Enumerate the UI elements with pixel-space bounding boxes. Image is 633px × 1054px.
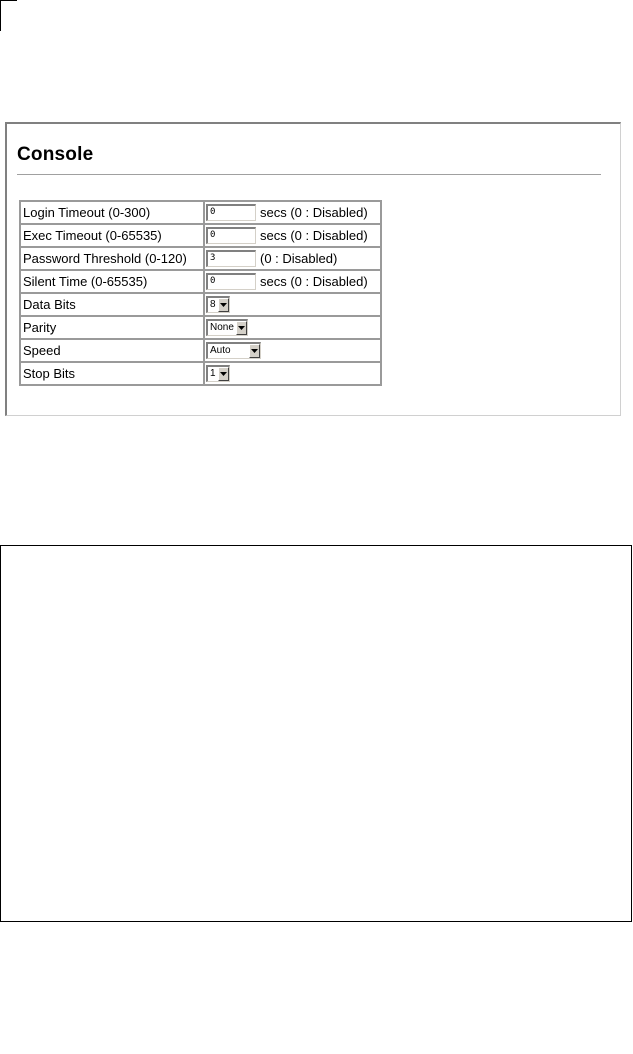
chevron-down-icon[interactable] (218, 298, 229, 312)
console-settings-panel (5, 122, 621, 416)
data-bits-value: 8 (210, 299, 216, 311)
table-row (20, 247, 381, 270)
stop-bits-select[interactable] (206, 365, 230, 382)
stop-bits-cell (204, 362, 381, 385)
speed-cell (204, 339, 381, 362)
stop-bits-label: Stop Bits (20, 362, 204, 385)
login-timeout-hint: secs (0 : Disabled) (260, 205, 368, 221)
data-bits-label: Data Bits (20, 293, 204, 316)
exec-timeout-cell (204, 224, 381, 247)
speed-select[interactable] (206, 342, 261, 359)
exec-timeout-label: Exec Timeout (0-65535) (20, 224, 204, 247)
exec-timeout-hint: secs (0 : Disabled) (260, 228, 368, 244)
table-row (20, 224, 381, 247)
stop-bits-value: 1 (210, 368, 216, 380)
table-row (20, 339, 381, 362)
login-timeout-cell (204, 201, 381, 224)
table-row (20, 362, 381, 385)
data-bits-select[interactable] (206, 296, 230, 313)
table-row (20, 316, 381, 339)
table-row (20, 270, 381, 293)
password-threshold-input[interactable]: 3 (206, 250, 256, 267)
password-threshold-cell (204, 247, 381, 270)
password-threshold-hint: (0 : Disabled) (260, 251, 338, 267)
empty-content-box (0, 545, 632, 922)
parity-cell (204, 316, 381, 339)
parity-select[interactable] (206, 319, 248, 336)
login-timeout-input[interactable]: 0 (206, 204, 256, 221)
password-threshold-label: Password Threshold (0-120) (20, 247, 204, 270)
speed-value: Auto (210, 345, 231, 357)
table-row (20, 293, 381, 316)
table-row (20, 201, 381, 224)
page-title: Console (17, 144, 94, 165)
silent-time-hint: secs (0 : Disabled) (260, 274, 368, 290)
console-settings-table (19, 200, 382, 386)
exec-timeout-input[interactable]: 0 (206, 227, 256, 244)
data-bits-cell (204, 293, 381, 316)
parity-value: None (210, 322, 234, 334)
silent-time-input[interactable]: 0 (206, 273, 256, 290)
login-timeout-label: Login Timeout (0-300) (20, 201, 204, 224)
silent-time-cell (204, 270, 381, 293)
silent-time-label: Silent Time (0-65535) (20, 270, 204, 293)
chevron-down-icon[interactable] (236, 321, 247, 335)
crop-mark (0, 0, 17, 31)
speed-label: Speed (20, 339, 204, 362)
parity-label: Parity (20, 316, 204, 339)
chevron-down-icon[interactable] (249, 344, 260, 358)
title-divider (17, 174, 601, 176)
chevron-down-icon[interactable] (218, 367, 229, 381)
